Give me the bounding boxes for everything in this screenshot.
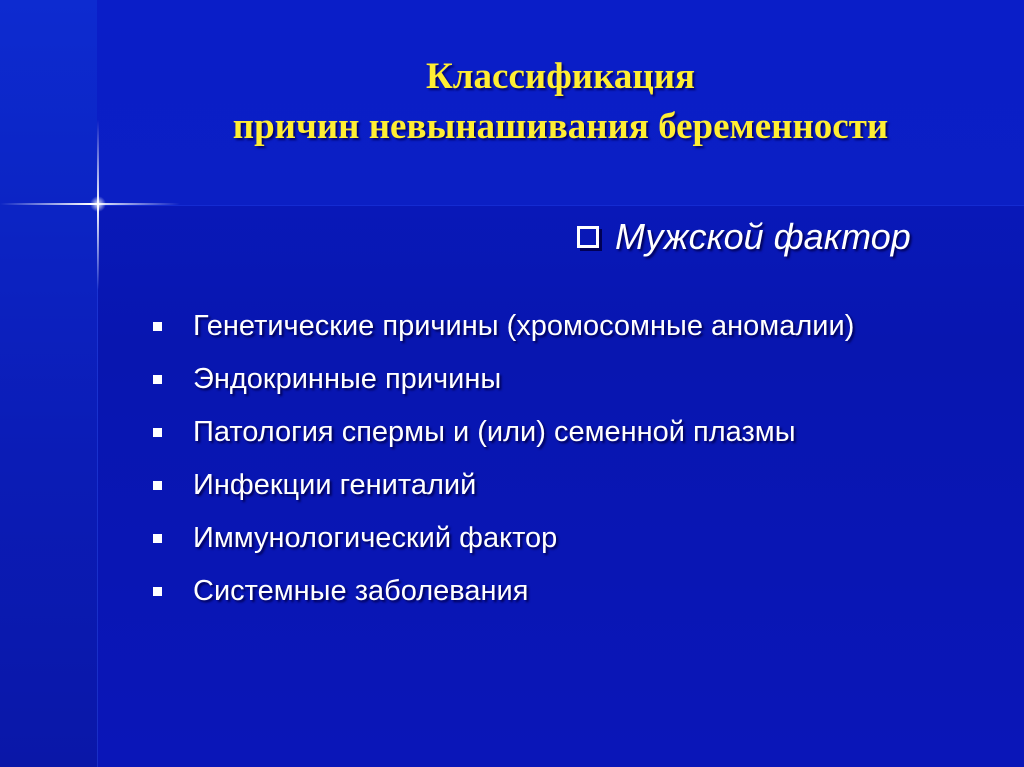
- list-item: [150, 410, 970, 454]
- list-item-text: Иммунологический фактор: [193, 522, 558, 554]
- subhead-label: Мужской фактор: [615, 216, 911, 257]
- title-line-1: Классификация: [425, 56, 696, 97]
- list-item-text: Системные заболевания: [193, 575, 529, 607]
- subhead: [577, 212, 911, 262]
- list-item-text: Генетические причины (хромосомные аномалии): [193, 310, 855, 342]
- list-item: [150, 516, 970, 560]
- square-bullet-icon: [153, 322, 162, 331]
- list-item-text: Эндокринные причины: [193, 363, 502, 395]
- title-line-2: причин невынашивания беременности: [232, 106, 889, 147]
- list-item: [150, 569, 970, 613]
- square-bullet-icon: [153, 375, 162, 384]
- list-item: [150, 463, 970, 507]
- list-item-text: Инфекции гениталий: [193, 469, 477, 501]
- square-bullet-icon: [153, 481, 162, 490]
- slide-title: [97, 52, 1024, 152]
- list-item: [150, 357, 970, 401]
- square-bullet-icon: [153, 587, 162, 596]
- list-item-text: Патология спермы и (или) семенной плазмы: [193, 416, 796, 448]
- square-bullet-icon: [153, 428, 162, 437]
- square-bullet-icon: [153, 534, 162, 543]
- checkbox-icon: [577, 226, 599, 248]
- list-item: [150, 304, 970, 348]
- cause-list: [150, 304, 970, 622]
